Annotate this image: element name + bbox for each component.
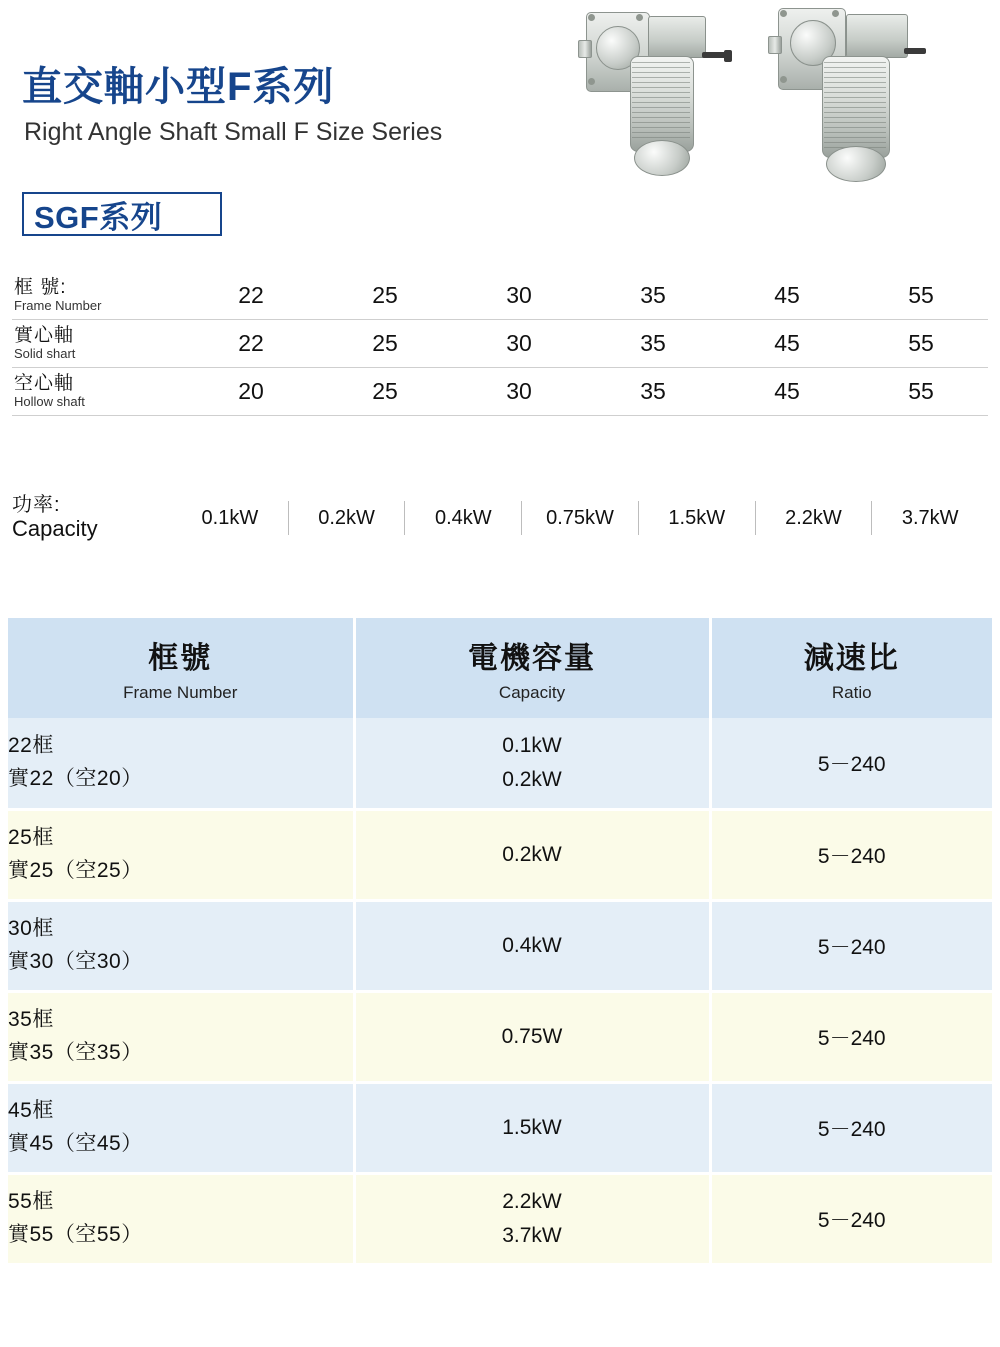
spec-value: 30: [506, 330, 532, 356]
column-header-en: Capacity: [498, 683, 566, 702]
spec-value: 25: [372, 330, 398, 356]
spec-value: 55: [908, 282, 934, 308]
cell-frame-number: [8, 809, 354, 900]
model-specification-table: [8, 618, 992, 1266]
cell-frame-number: [8, 718, 354, 809]
capacity-value: 0.4kW: [404, 501, 521, 535]
table-row: [8, 718, 992, 809]
spec-label-hollow-shaft: [12, 374, 184, 409]
column-header-capacity: [354, 618, 710, 718]
capacity-value: 0.1kW: [201, 507, 259, 529]
frame-shaft-spec-table: [12, 272, 988, 416]
spec-value: 35: [640, 378, 666, 404]
capacity-row: [12, 487, 988, 549]
frame-line-2: 實45（空45）: [8, 1131, 143, 1155]
frame-line-1: 35框: [8, 1007, 54, 1031]
table-row: [8, 900, 992, 991]
column-header-ratio: [710, 618, 992, 718]
cell-capacity: [354, 991, 710, 1082]
cell-ratio: 5－240: [710, 809, 992, 900]
spec-value: 30: [506, 282, 532, 308]
frame-line-2: 實35（空35）: [8, 1040, 143, 1064]
spec-value: 45: [774, 282, 800, 308]
spec-value: 22: [238, 330, 264, 356]
capacity-label-en: Capacity: [12, 515, 98, 541]
capacity-line-1: 1.5kW: [502, 1115, 562, 1139]
spec-label-cn: 空心軸: [14, 373, 75, 395]
cell-capacity: [354, 900, 710, 991]
cell-frame-number: [8, 991, 354, 1082]
cell-ratio: 5－240: [710, 1173, 992, 1264]
spec-value: 55: [908, 330, 934, 356]
cell-capacity: [354, 1082, 710, 1173]
capacity-line-1: 0.1kW: [502, 734, 562, 758]
gear-motor-image-left: [578, 0, 768, 186]
frame-line-2: 實30（空30）: [8, 949, 143, 973]
frame-line-1: 25框: [8, 825, 54, 849]
spec-label-en: Hollow shaft: [14, 394, 85, 410]
capacity-label-cn: 功率:: [12, 494, 61, 517]
table-row: [8, 809, 992, 900]
page-header: [0, 0, 1000, 190]
capacity-value: 2.2kW: [755, 501, 872, 535]
series-badge: [22, 192, 222, 236]
frame-line-1: 22框: [8, 734, 54, 758]
cell-frame-number: [8, 1082, 354, 1173]
cell-frame-number: [8, 1173, 354, 1264]
product-photos: [578, 0, 978, 186]
spec-value: 45: [774, 378, 800, 404]
page-title-en: Right Angle Shaft Small F Size Series: [24, 118, 443, 146]
frame-line-1: 55框: [8, 1189, 54, 1213]
cell-capacity: [354, 809, 710, 900]
spec-values-solid-shaft: [184, 330, 988, 357]
series-badge-label: SGF系列: [34, 199, 163, 235]
frame-line-1: 30框: [8, 916, 54, 940]
frame-line-2: 實22（空20）: [8, 766, 143, 790]
table-row: [8, 991, 992, 1082]
capacity-value: 1.5kW: [638, 501, 755, 535]
cell-ratio: 5－240: [710, 900, 992, 991]
column-header-cn: 電機容量: [468, 642, 596, 675]
frame-line-1: 45框: [8, 1098, 54, 1122]
cell-capacity: [354, 718, 710, 809]
table-body: [8, 718, 992, 1264]
column-header-frame-number: [8, 618, 354, 718]
cell-frame-number: [8, 900, 354, 991]
spec-label-cn: 框 號:: [14, 277, 67, 299]
spec-values-hollow-shaft: [184, 378, 988, 405]
capacity-value: 0.75kW: [521, 501, 638, 535]
spec-row-hollow-shaft: [12, 368, 988, 416]
capacity-label: [12, 495, 172, 540]
spec-value: 35: [640, 282, 666, 308]
capacity-values: [172, 501, 988, 535]
spec-label-solid-shaft: [12, 326, 184, 361]
spec-value: 25: [372, 378, 398, 404]
frame-line-2: 實25（空25）: [8, 858, 143, 882]
table-row: [8, 1173, 992, 1264]
spec-label-frame-number: [12, 278, 184, 313]
spec-label-en: Frame Number: [14, 298, 102, 314]
cell-ratio: 5－240: [710, 718, 992, 809]
spec-row-frame-number: [12, 272, 988, 320]
spec-values-frame-number: [184, 282, 988, 309]
column-header-en: Ratio: [831, 683, 872, 702]
table-header: [8, 618, 992, 718]
spec-row-solid-shaft: [12, 320, 988, 368]
cell-capacity: [354, 1173, 710, 1264]
capacity-line-1: 0.2kW: [502, 842, 562, 866]
spec-value: 20: [238, 378, 264, 404]
spec-label-en: Solid shart: [14, 346, 76, 362]
gear-motor-image-right: [758, 0, 948, 186]
column-header-en: Frame Number: [123, 683, 238, 702]
spec-value: 55: [908, 378, 934, 404]
spec-value: 35: [640, 330, 666, 356]
spec-label-cn: 實心軸: [14, 325, 75, 347]
spec-value: 45: [774, 330, 800, 356]
table-header-row: [8, 618, 992, 718]
capacity-line-1: 2.2kW: [502, 1189, 562, 1213]
table-row: [8, 1082, 992, 1173]
page-title-cn: 直交軸小型F系列: [22, 65, 335, 109]
capacity-line-2: 3.7kW: [502, 1223, 562, 1247]
column-header-cn: 框號: [148, 642, 213, 675]
spec-value: 30: [506, 378, 532, 404]
column-header-cn: 減速比: [803, 642, 900, 675]
spec-value: 22: [238, 282, 264, 308]
spec-value: 25: [372, 282, 398, 308]
capacity-value: 3.7kW: [871, 501, 988, 535]
capacity-line-2: 0.2kW: [502, 767, 562, 791]
cell-ratio: 5－240: [710, 991, 992, 1082]
capacity-line-1: 0.4kW: [502, 933, 562, 957]
capacity-value: 0.2kW: [288, 501, 405, 535]
cell-ratio: 5－240: [710, 1082, 992, 1173]
capacity-line-1: 0.75W: [501, 1024, 563, 1048]
frame-line-2: 實55（空55）: [8, 1222, 143, 1246]
